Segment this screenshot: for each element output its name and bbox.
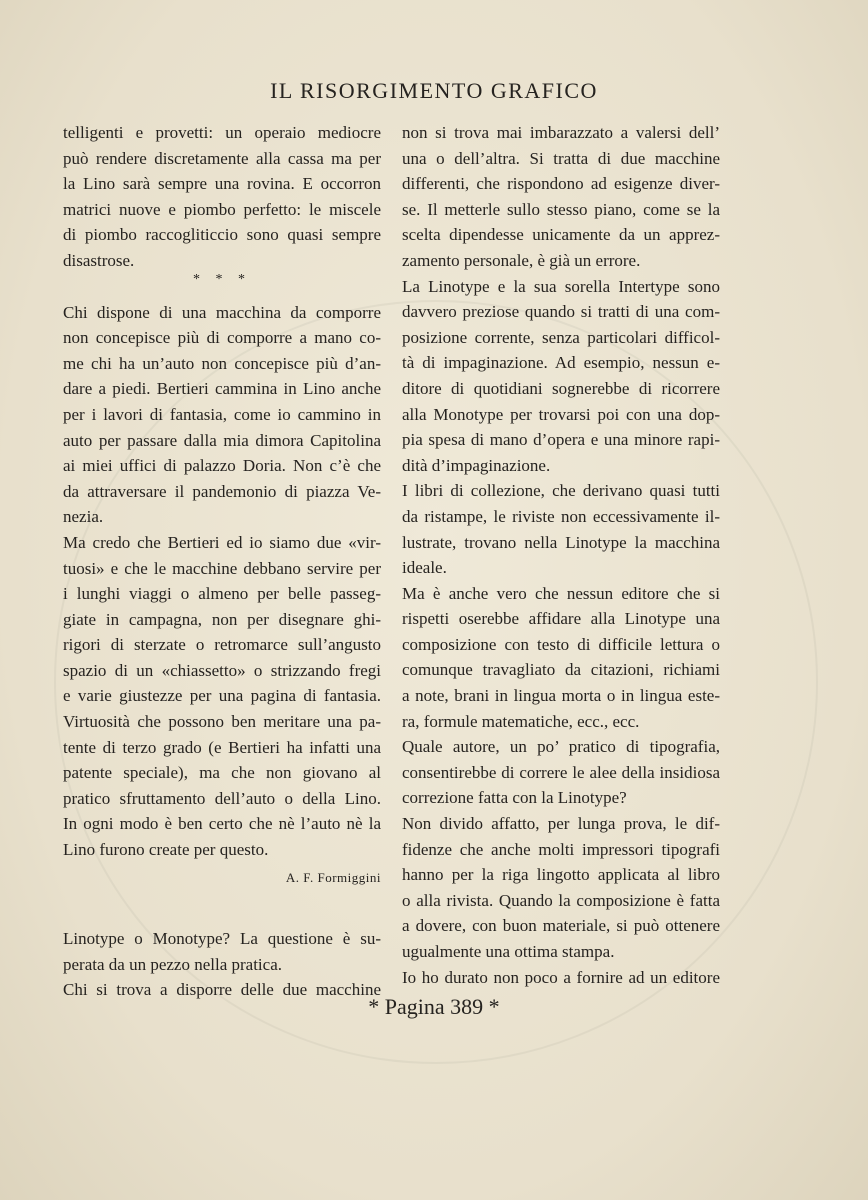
paragraph — [402, 120, 720, 274]
text-line: da attraversare il pandemonio di piazza Ve- — [63, 481, 381, 501]
section-separator: * * * — [193, 271, 251, 287]
text-line: per i lavori di fantasia, come io cammino in — [63, 404, 381, 424]
text-line: ideale. — [402, 558, 447, 578]
text-line: auto per passare dalla mia dimora Capitolina — [63, 430, 381, 450]
text-line: non si trova mai imbarazzato a valersi dell’ — [402, 123, 720, 142]
text-line: può rendere discretamente alla cassa ma per — [63, 148, 381, 168]
running-header: IL RISORGIMENTO GRAFICO — [270, 78, 598, 103]
text-line: se. Il metterle sullo stesso piano, come se la — [402, 199, 720, 219]
text-line: Chi si trova a disporre delle due macchine — [63, 980, 381, 1000]
text-line: giate in campagna, non per disegnare ghi- — [63, 609, 381, 629]
text-line: Virtuosità che possono ben meritare una pa- — [63, 712, 381, 732]
text-line: rigori di sterzate o retromarce sull’angusto — [63, 635, 381, 655]
text-line: comunque travagliato da citazioni, richiami — [402, 660, 720, 680]
text-line: I libri di collezione, che derivano quasi tutti — [402, 481, 720, 501]
paragraph — [63, 300, 381, 530]
text-line: di piombo raccogliticcio sono quasi sempre — [63, 225, 381, 245]
text-line: matrici nuove e piombo perfetto: le miscele — [63, 199, 381, 219]
text-line: telligenti e provetti: un operaio mediocre — [63, 123, 381, 142]
text-line: zamento personale, è già un errore. — [402, 250, 641, 270]
text-line: Chi dispone di una macchina da comporre — [63, 302, 381, 322]
author-signature: A. F. Formiggini — [285, 869, 381, 885]
text-line: a note, brani in lingua morta o in lingua este- — [402, 686, 720, 706]
text-line: patente speciale), ma che non giovano al — [63, 763, 381, 783]
paragraph — [402, 478, 720, 580]
text-line: non concepisce più di comporre a mano co- — [63, 328, 381, 348]
text-line: nezia. — [63, 507, 104, 527]
text-line: davvero preziose quando si tratti di una com- — [402, 302, 720, 322]
text-line: alla Monotype per trovarsi poi con una dop- — [402, 404, 720, 424]
text-line: lustrate, trovano nella Linotype la macchina — [402, 532, 720, 552]
text-line: ugualmente una ottima stampa. — [402, 942, 615, 961]
text-line: dare a piedi. Bertieri cammina in Lino anche — [63, 379, 381, 399]
text-line: fidenze che anche molti impressori tipografi — [402, 839, 720, 859]
text-line: tente di terzo grado (e Bertieri ha infatti una — [63, 737, 381, 757]
paragraph — [402, 965, 720, 991]
text-line: dità d’impaginazione. — [402, 455, 551, 475]
text-line: differenti, che rispondono ad esigenze diver- — [402, 174, 720, 194]
text-line: correzione fatta con la Linotype? — [402, 788, 627, 808]
text-line: spazio di un «chiassetto» o strizzando fregi — [63, 660, 381, 680]
text-line: me chi ha un’auto non concepisce più d’an- — [63, 353, 381, 373]
text-line: tà di impaginazione. Ad esempio, nessun e- — [402, 353, 720, 373]
text-line: Io ho durato non poco a fornire ad un editore — [402, 967, 720, 987]
text-line: una o dell’altra. Si tratta di due macchine — [402, 148, 720, 168]
right-column — [402, 120, 720, 990]
text-line: pia spesa di mano d’opera e una minore rapi- — [402, 430, 720, 450]
paragraph — [63, 120, 381, 274]
text-line: hanno per la riga lingotto applicata al libro — [402, 865, 720, 885]
text-line: Ma è anche vero che nessun editore che si — [402, 583, 720, 603]
text-line: o alla rivista. Quando la composizione è fatta — [402, 890, 720, 910]
text-line: Lino furono create per questo. — [63, 840, 269, 860]
text-line: ra, formule matematiche, ecc., ecc. — [402, 711, 640, 731]
text-line: In ogni modo è ben certo che nè l’auto nè la — [63, 814, 381, 834]
paragraph — [402, 811, 720, 965]
text-line: ai miei uffici di palazzo Doria. Non c’è che — [63, 456, 381, 476]
text-line: da ristampe, le riviste non eccessivamente il- — [402, 506, 720, 526]
paragraph — [63, 926, 381, 1003]
paragraph — [402, 274, 720, 479]
text-line: consentirebbe di correre le alee della insidiosa — [402, 762, 720, 782]
text-line: posizione corrente, senza particolari difficol- — [402, 327, 720, 347]
text-line: disastrose. — [63, 250, 135, 270]
text-line: la Lino sarà sempre una rovina. E occorron — [63, 174, 381, 194]
text-line: Ma credo che Bertieri ed io siamo due «vir- — [63, 532, 381, 552]
text-line: La Linotype e la sua sorella Intertype sono — [402, 276, 720, 296]
paragraph — [63, 530, 381, 863]
paragraph — [402, 734, 720, 811]
text-line: i lunghi viaggi o almeno per belle passeg- — [63, 584, 381, 604]
text-line: Quale autore, un po’ pratico di tipografia, — [402, 737, 720, 757]
left-column — [63, 120, 381, 1003]
page-number: * Pagina 389 * — [368, 994, 500, 1019]
text-line: scelta dipendesse unicamente da un apprez- — [402, 225, 720, 245]
text-line: tuosi» e che le macchine debbano servire per — [63, 558, 381, 578]
text-line: e varie giustezze per una pagina di fantasia. — [63, 686, 381, 706]
text-line: composizione con testo di difficile lettura o — [402, 634, 720, 654]
text-line: a dovere, con buon materiale, si può ottenere — [402, 916, 720, 936]
text-line: Linotype o Monotype? La questione è su- — [63, 929, 381, 949]
paragraph — [402, 581, 720, 735]
text-line: pratico sfruttamento dell’auto o della Lino. — [63, 788, 381, 808]
text-line: ditore di quotidiani sognerebbe di ricorrere — [402, 378, 720, 398]
text-line: Non divido affatto, per lunga prova, le dif- — [402, 814, 720, 834]
text-line: perata da un pezzo nella pratica. — [63, 954, 282, 974]
text-line: rispetti oserebbe affidare alla Linotype una — [402, 609, 720, 629]
